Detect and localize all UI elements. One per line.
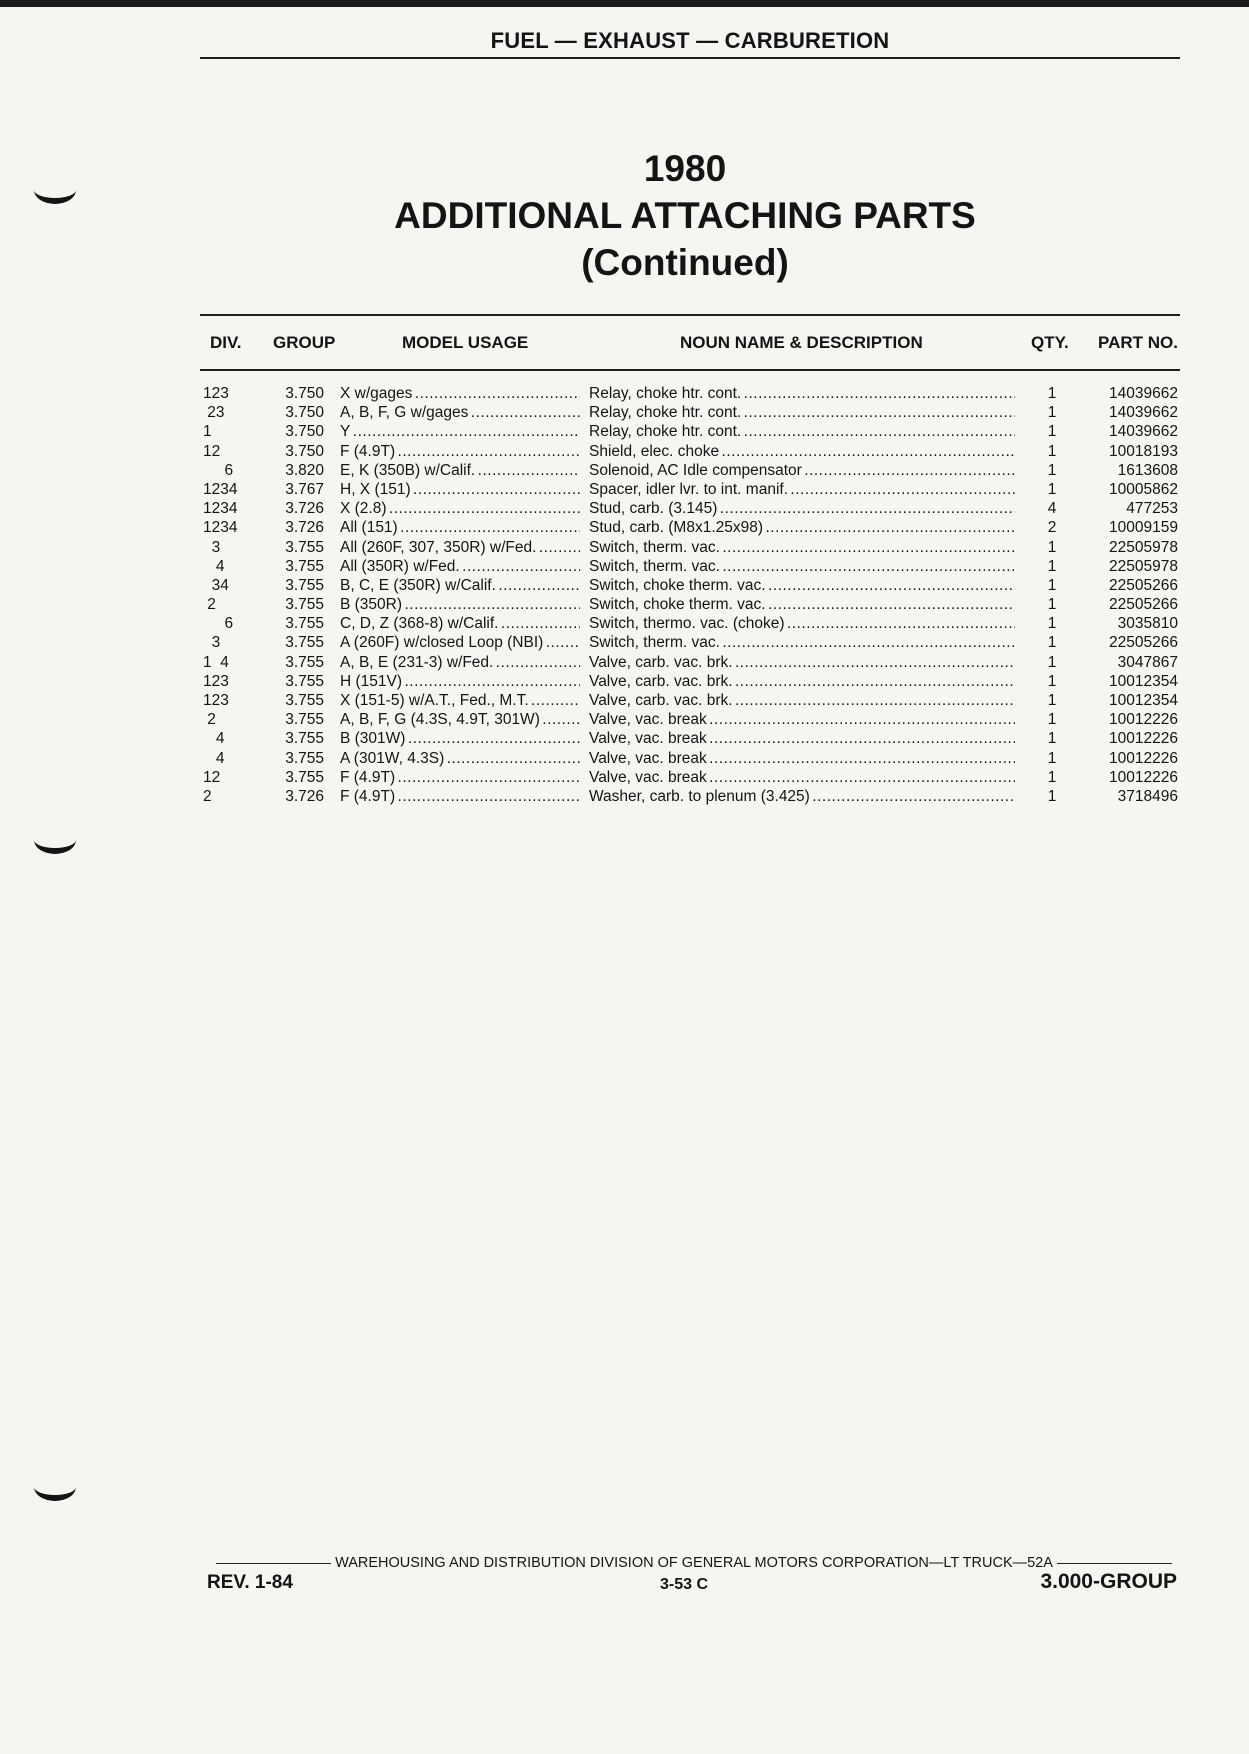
cell-part-number: 3035810 [1117, 615, 1178, 633]
cell-part-number: 14039662 [1109, 404, 1178, 422]
cell-part-number: 10012354 [1109, 672, 1178, 690]
cell-model-usage: F (4.9T) . . . [340, 442, 580, 461]
cell-group: 3.755 [285, 749, 324, 767]
cell-qty: 1 [1047, 385, 1057, 402]
cell-noun-name: Switch, therm. vac. . . . [589, 538, 1015, 557]
cell-noun-name: Valve, carb. vac. brk. . . . [589, 653, 1015, 672]
cell-group: 3.755 [285, 576, 324, 594]
cell-qty: 1 [1047, 404, 1057, 422]
cell-div: 34 [203, 576, 229, 594]
cell-part-number: 10009159 [1109, 519, 1178, 537]
cell-qty: 1 [1047, 749, 1057, 767]
footer-dash [216, 1563, 331, 1564]
cell-model-usage: B (301W) . . . [340, 729, 580, 748]
table-row [0, 518, 1249, 537]
column-header-part: PART NO. [1098, 333, 1178, 352]
cell-div: 123 [203, 672, 229, 690]
cell-part-number: 3047867 [1117, 653, 1178, 671]
footer-dash [1057, 1563, 1172, 1564]
header-rule [200, 57, 1180, 59]
binder-hole-mark [34, 176, 76, 204]
cell-part-number: 22505978 [1109, 557, 1178, 575]
cell-noun-name: Washer, carb. to plenum (3.425) . . . [589, 787, 1015, 806]
column-header-group: GROUP [273, 333, 336, 352]
cell-qty: 1 [1047, 634, 1057, 652]
binder-hole-mark [34, 1473, 76, 1501]
cell-group: 3.726 [285, 500, 324, 518]
title-block [300, 145, 1070, 286]
cell-group: 3.755 [285, 692, 324, 709]
cell-model-usage: H, X (151) . . . [340, 480, 580, 499]
cell-model-usage: A (301W, 4.3S) . . . [340, 749, 580, 768]
cell-div: 23 [203, 404, 225, 422]
cell-part-number: 10005862 [1109, 480, 1178, 498]
cell-qty: 1 [1047, 461, 1057, 479]
cell-qty: 1 [1047, 442, 1057, 460]
cell-div: 2 [203, 787, 212, 805]
cell-noun-name: Shield, elec. choke . . . [589, 442, 1015, 461]
cell-div: 2 [203, 711, 216, 729]
table-row [0, 557, 1249, 576]
column-header-noun: NOUN NAME & DESCRIPTION [680, 333, 923, 352]
cell-div: 4 [203, 749, 225, 767]
cell-part-number: 3718496 [1117, 787, 1178, 805]
cell-noun-name: Relay, choke htr. cont. . . . [589, 384, 1015, 403]
cell-part-number: 10012226 [1109, 749, 1178, 767]
title-year: 1980 [643, 148, 727, 189]
footer-group-code: 3.000-GROUP [1040, 1570, 1177, 1593]
page-title: ADDITIONAL ATTACHING PARTS [394, 195, 976, 236]
cell-div: 1234 [203, 519, 238, 537]
cell-qty: 4 [1047, 500, 1057, 518]
cell-group: 3.726 [285, 787, 324, 805]
cell-group: 3.750 [285, 423, 324, 441]
cell-noun-name: Switch, choke therm. vac. . . . [589, 595, 1015, 614]
cell-model-usage: B, C, E (350R) w/Calif. . . . [340, 576, 580, 595]
cell-part-number: 22505978 [1109, 538, 1178, 556]
cell-part-number: 22505266 [1109, 634, 1178, 652]
table-row [0, 403, 1249, 422]
table-row [0, 538, 1249, 557]
cell-group: 3.755 [285, 768, 324, 786]
cell-noun-name: Solenoid, AC Idle compensator . . . [589, 461, 1015, 480]
cell-part-number: 10012354 [1109, 692, 1178, 709]
cell-group: 3.726 [285, 519, 324, 537]
table-header-rule [200, 369, 1180, 371]
cell-group: 3.755 [285, 634, 324, 652]
table-row [0, 384, 1249, 403]
cell-qty: 1 [1047, 615, 1057, 633]
cell-noun-name: Switch, thermo. vac. (choke) . . . [589, 614, 1015, 633]
cell-model-usage: All (350R) w/Fed. . . . [340, 557, 580, 576]
cell-div: 3 [203, 634, 221, 652]
cell-noun-name: Valve, carb. vac. brk. . . . [589, 672, 1015, 691]
footer-distribution-line [212, 1555, 1176, 1571]
cell-div: 123 [203, 385, 229, 402]
cell-model-usage: F (4.9T) . . . [340, 787, 580, 806]
cell-qty: 1 [1047, 538, 1057, 556]
cell-qty: 1 [1047, 692, 1057, 709]
cell-qty: 1 [1047, 653, 1057, 671]
parts-table [0, 384, 1249, 806]
cell-group: 3.755 [285, 711, 324, 729]
footer-revision: REV. 1-84 [207, 1572, 293, 1593]
cell-group: 3.755 [285, 538, 324, 556]
table-row [0, 710, 1249, 729]
column-header-qty: QTY. [1031, 333, 1069, 352]
table-row [0, 461, 1249, 480]
cell-qty: 1 [1047, 423, 1057, 441]
footer-distribution-text: WAREHOUSING AND DISTRIBUTION DIVISION OF GENERAL MOTORS CORPORATION—LT TRUCK—52A [335, 1555, 1053, 1571]
cell-model-usage: E, K (350B) w/Calif. . . . [340, 461, 580, 480]
cell-div: 4 [203, 730, 225, 748]
cell-div: 6 [203, 615, 234, 633]
cell-div: 12 [203, 768, 221, 786]
table-row [0, 595, 1249, 614]
cell-noun-name: Valve, vac. break . . . [589, 768, 1015, 787]
table-row [0, 749, 1249, 768]
page-top-edge [0, 0, 1249, 7]
binder-hole-mark [34, 826, 76, 854]
cell-model-usage: C, D, Z (368-8) w/Calif. . . . [340, 614, 580, 633]
cell-model-usage: A, B, F, G w/gages . . . [340, 403, 580, 422]
cell-div: 3 [203, 538, 221, 556]
table-row [0, 480, 1249, 499]
cell-model-usage: A (260F) w/closed Loop (NBI) . . . [340, 633, 580, 652]
cell-group: 3.767 [285, 480, 324, 498]
cell-noun-name: Switch, therm. vac. . . . [589, 633, 1015, 652]
table-row [0, 614, 1249, 633]
cell-group: 3.750 [285, 385, 324, 402]
cell-noun-name: Spacer, idler lvr. to int. manif. . . . [589, 480, 1015, 499]
cell-part-number: 10012226 [1109, 730, 1178, 748]
cell-model-usage: All (260F, 307, 350R) w/Fed. . . . [340, 538, 580, 557]
cell-model-usage: H (151V) . . . [340, 672, 580, 691]
cell-group: 3.755 [285, 672, 324, 690]
cell-noun-name: Valve, vac. break . . . [589, 729, 1015, 748]
table-row [0, 422, 1249, 441]
cell-part-number: 1613608 [1117, 461, 1178, 479]
cell-qty: 1 [1047, 557, 1057, 575]
cell-div: 6 [203, 461, 234, 479]
table-row [0, 672, 1249, 691]
cell-noun-name: Relay, choke htr. cont. . . . [589, 422, 1015, 441]
cell-noun-name: Valve, carb. vac. brk. . . . [589, 691, 1015, 710]
table-row [0, 729, 1249, 748]
cell-qty: 1 [1047, 672, 1057, 690]
table-top-rule [200, 314, 1180, 316]
cell-div: 123 [203, 692, 229, 709]
cell-model-usage: A, B, E (231-3) w/Fed. . . . [340, 653, 580, 672]
cell-qty: 1 [1047, 576, 1057, 594]
table-row [0, 787, 1249, 806]
table-row [0, 499, 1249, 518]
column-header-div: DIV. [210, 333, 242, 352]
cell-qty: 1 [1047, 768, 1057, 786]
cell-part-number: 477253 [1126, 500, 1178, 518]
cell-group: 3.755 [285, 557, 324, 575]
cell-model-usage: X (151-5) w/A.T., Fed., M.T. . . . [340, 691, 580, 710]
cell-qty: 1 [1047, 596, 1057, 614]
cell-div: 12 [203, 442, 221, 460]
cell-model-usage: Y . . . [340, 422, 580, 441]
cell-model-usage: X w/gages . . . [340, 384, 580, 403]
cell-group: 3.750 [285, 442, 324, 460]
cell-div: 2 [203, 596, 216, 614]
page-subtitle: (Continued) [581, 242, 789, 283]
cell-part-number: 10018193 [1109, 442, 1178, 460]
cell-model-usage: All (151) . . . [340, 518, 580, 537]
cell-part-number: 22505266 [1109, 596, 1178, 614]
cell-div: 1234 [203, 480, 238, 498]
cell-div: 4 [203, 557, 225, 575]
cell-noun-name: Switch, choke therm. vac. . . . [589, 576, 1015, 595]
table-row [0, 768, 1249, 787]
cell-qty: 2 [1047, 519, 1057, 537]
cell-group: 3.755 [285, 730, 324, 748]
table-row [0, 576, 1249, 595]
table-row [0, 633, 1249, 652]
cell-group: 3.750 [285, 404, 324, 422]
cell-qty: 1 [1047, 730, 1057, 748]
cell-div: 1 4 [203, 653, 229, 671]
table-row [0, 653, 1249, 672]
cell-div: 1 [203, 423, 212, 441]
table-row [0, 442, 1249, 461]
cell-model-usage: F (4.9T) . . . [340, 768, 580, 787]
cell-group: 3.755 [285, 615, 324, 633]
cell-model-usage: B (350R) . . . [340, 595, 580, 614]
cell-qty: 1 [1047, 787, 1057, 805]
cell-div: 1234 [203, 500, 238, 518]
cell-part-number: 10012226 [1109, 768, 1178, 786]
cell-model-usage: A, B, F, G (4.3S, 4.9T, 301W) . . . [340, 710, 580, 729]
cell-group: 3.755 [285, 653, 324, 671]
cell-noun-name: Relay, choke htr. cont. . . . [589, 403, 1015, 422]
cell-noun-name: Stud, carb. (M8x1.25x98) . . . [589, 518, 1015, 537]
cell-part-number: 10012226 [1109, 711, 1178, 729]
table-row [0, 691, 1249, 710]
cell-group: 3.755 [285, 596, 324, 614]
cell-noun-name: Valve, vac. break . . . [589, 710, 1015, 729]
cell-part-number: 14039662 [1109, 385, 1178, 402]
cell-qty: 1 [1047, 480, 1057, 498]
cell-qty: 1 [1047, 711, 1057, 729]
cell-part-number: 14039662 [1109, 423, 1178, 441]
cell-noun-name: Switch, therm. vac. . . . [589, 557, 1015, 576]
cell-group: 3.820 [285, 461, 324, 479]
cell-noun-name: Valve, vac. break . . . [589, 749, 1015, 768]
cell-noun-name: Stud, carb. (3.145) . . . [589, 499, 1015, 518]
column-header-usage: MODEL USAGE [402, 333, 529, 352]
cell-part-number: 22505266 [1109, 576, 1178, 594]
cell-model-usage: X (2.8) . . . [340, 499, 580, 518]
footer-page-number: 3-53 C [660, 1576, 709, 1593]
section-heading: FUEL — EXHAUST — CARBURETION [490, 28, 890, 53]
